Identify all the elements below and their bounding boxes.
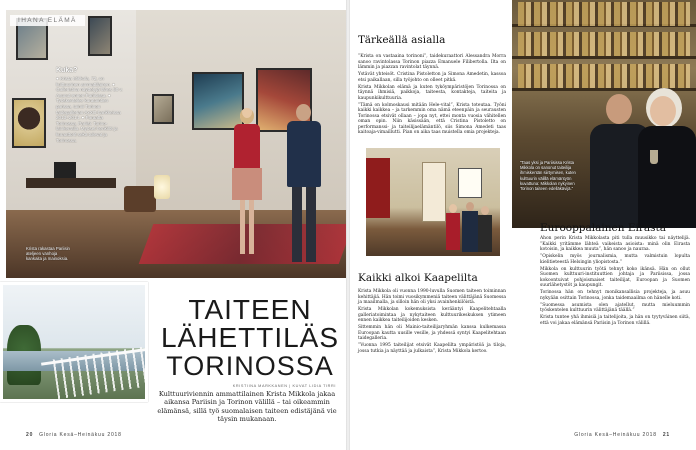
paragraph: Mikkola on kulttuurin työtä tehnyt koko ikänsä. Hän on ollut Suomen kulttuuri-instituuttien johtaja ja Pariisissa, jossa kokoontuivat pohjoismaiset taiteilijat, Euroopan ja Suomen suurlähetystöt ja kaupungit.: [540, 266, 690, 288]
photo-couple-bar: [512, 0, 696, 228]
paragraph: Krista Mikkolan kokemuksista kerääntyi Kaapelitehtaalla galleriatoimintaa ja nykytaiteen kulttuurikeskuksen ytimeen ennen kaikkea taiteilijoiden kesken.: [358, 307, 506, 323]
laptop: [54, 162, 76, 178]
lede-paragraph: Kulttuuriviennin ammattilainen Krista Mikkola jakaa aikansa Pariisin ja Torinon välillä – tai oikeammin elämänsä, sillä työ suomalaisen taiteen edistäjänä vie täysin mukanaan.: [157, 390, 337, 424]
paragraph: ”Opiskelin myös journalismia, mutta valmistuin lopulta kielitieteestä Helsingin yliopistosta.”: [540, 254, 690, 265]
artwork-frame: [458, 168, 482, 198]
folio-label: Gloria Kesä–Heinäkuu 2018: [39, 432, 122, 438]
wine-glass: [650, 150, 658, 164]
artwork-frame: [88, 16, 112, 56]
photo-caption: Krista rakastaa Pariisin ateljeen vanhoja kankaita ja mainoksia.: [26, 246, 70, 262]
inset-photo-bridge: [0, 282, 148, 402]
page-number: 21: [662, 432, 670, 438]
photo-group-interior: [364, 146, 502, 258]
left-page: [0, 0, 346, 450]
right-page: [350, 0, 696, 450]
woman-figure: [638, 88, 696, 228]
byline: KRISTIINA MARKKANEN | KUVAT LIDIA TIRRI: [232, 384, 336, 388]
paragraph: Krista tuntee yhä ihmisiä ja taitelijoita, ja hän on tyytyväinen siitä, että voi jakaa elämänsä Pariisin ja Torinon välillä.: [540, 315, 690, 326]
table-lamp: [154, 175, 170, 199]
person-figure: [446, 204, 460, 250]
paragraph: Ystävät yhteisöt. Cristina Pistoletton ja Simona Amedetin, kassoa etsi paikallaan, silla työjohto on olleet pitkä.: [358, 72, 506, 83]
artwork-frame: [152, 94, 174, 124]
photo-caption: ”Taas yksi ja Pariisissa Krista Mikkola on sanonut taiteilija ihmiskentän siirtymisen, kuten kulttuurin välillä elämäntyön kuvattuna: Mikkolan nykyinen Torinon taiteen edelläkävijä.”: [520, 160, 576, 192]
title-line-2: LÄHETTILÄS: [160, 322, 340, 353]
article-column-kaapeli: [358, 289, 506, 356]
man-figure: [286, 104, 322, 262]
paragraph: Krista Mikkola oli vuonna 1990-luvulla Suomen taiteen toiminnan kehittäjiä. Hän toimi vuosikymmeniä taiteen välittäjänä Suomessa ja maailmalla, ja silloin hän oli yksi avainhenkilöistä.: [358, 289, 506, 305]
page-number: 20: [26, 432, 34, 438]
paragraph: Sittemmin hän oli Mainio-taiteilijaryhmän kanssa kulkemassa Euroopan kautta uusille vesille, ja yhdessä syntyi Kaapelitehtaan taidegalleria.: [358, 325, 506, 341]
paragraph: Torinossa hän on tehnyt monikansallisia projekteja, ja asuu nykyään osittain Torinossa, jonka taidemaailma on hänelle koti.: [540, 290, 690, 301]
chair: [124, 186, 156, 212]
paragraph: ”Tämä on kolmoskausi mitään Hele-vital”, Krista toteutaa. Työni kaikki kaikkea – ja tarkemmin oma nämä eteenpäin ja seurausten Torinossa etsivät ollaan – jopa nyt, ettei monta vuosia vähitellen oman opin. Niin käsissään, että Cristina Pistoletto on performanssi- ja taiteilijaelämäntilö, siis Simona Amedeti taas kaitoaja-vimaillutti. Pian on aika taas muistella omia projekteja.: [358, 102, 506, 135]
article-column-1: [358, 54, 506, 137]
hero-photo-gallery-interior: [6, 10, 346, 278]
kuka-box: [56, 66, 124, 143]
artwork-portrait-frame: [12, 98, 46, 148]
heading-kaikki-alkoi-kaapelilta: Kaikki alkoi Kaapelilta: [358, 272, 478, 284]
person-figure: [462, 202, 478, 252]
article-column-euro: [540, 236, 690, 328]
person-figure: [478, 206, 492, 252]
woman-figure: [232, 108, 262, 256]
paragraph: ”Vuonna 1995 taiteilijat etsivät Kaapelilta ympäristöä ja tiloja, jossa tutkia ja näyttää ja julkaista”, Krista Mikkola kertoo.: [358, 343, 506, 354]
heading-tarkealla-asialla: Tärkeällä asialla: [358, 34, 446, 46]
article-title: [160, 296, 340, 380]
section-tag: IHANA ELÄMÄ: [10, 15, 85, 26]
folio-label: Gloria Kesä–Heinäkuu 2018: [574, 432, 657, 438]
paragraph: ”Suomessa asumista olen ajatellut, mutta mieluummin työskentelen kulttuurin välittäjänä täällä.”: [540, 302, 690, 313]
folio-left: [26, 432, 122, 438]
heading-eurooppalainen-eirasta: Eurooppalainen Eirasta: [540, 222, 667, 234]
paragraph: ”Krista on vastaaina torinoni”, taidekuraattori Alessandra Morra sanoo ravintolassa Torinon piazza Emanuele Filibertolla. Ilta on lämmin ja piazzan ravintolat täynnä.: [358, 54, 506, 70]
title-line-3: TORINOSSA: [166, 351, 334, 381]
kuka-title: Kuka?: [56, 67, 78, 74]
desk: [26, 178, 116, 188]
paragraph: Ahon perin Krista Mikkolasta piti tulla muusikko tai näyttelijä. ”Kaikki yritämme lähteä vaikeista asioista: minä olin Eirasta kotoisin, ja kaikkea muuta”, hän sanoo ja nauraa.: [540, 236, 690, 252]
kuka-text: ● Krista Mikkola, 72, on kulttuurinen ammattilainen. ● Galleristina näyttelyjä lähes 50 v. Asunut ennen Pariisissa. ● Työskentelee kuratointien parissa, toimii Torinon taidegallerian AxXO-hankkeissa 2013–2014. ● Paraatta Torinossa, Pariisi: Torino-lainkerralla. Myöset henkilöt ja kuraattorit sekä tulevat ja Torinossa.: [56, 76, 123, 143]
red-wall: [366, 158, 390, 218]
title-line-1: TAITEEN: [188, 294, 312, 325]
doorway: [422, 162, 446, 222]
folio-right: [574, 432, 676, 438]
paragraph: Krista Mikkolan elämä ja kuten tyköympäristöjen Torinossa on täynnä ihmisiä, paikkoja, taiteesta, kontakteja, taiteita ja kaupunkikulttuuria.: [358, 84, 506, 101]
